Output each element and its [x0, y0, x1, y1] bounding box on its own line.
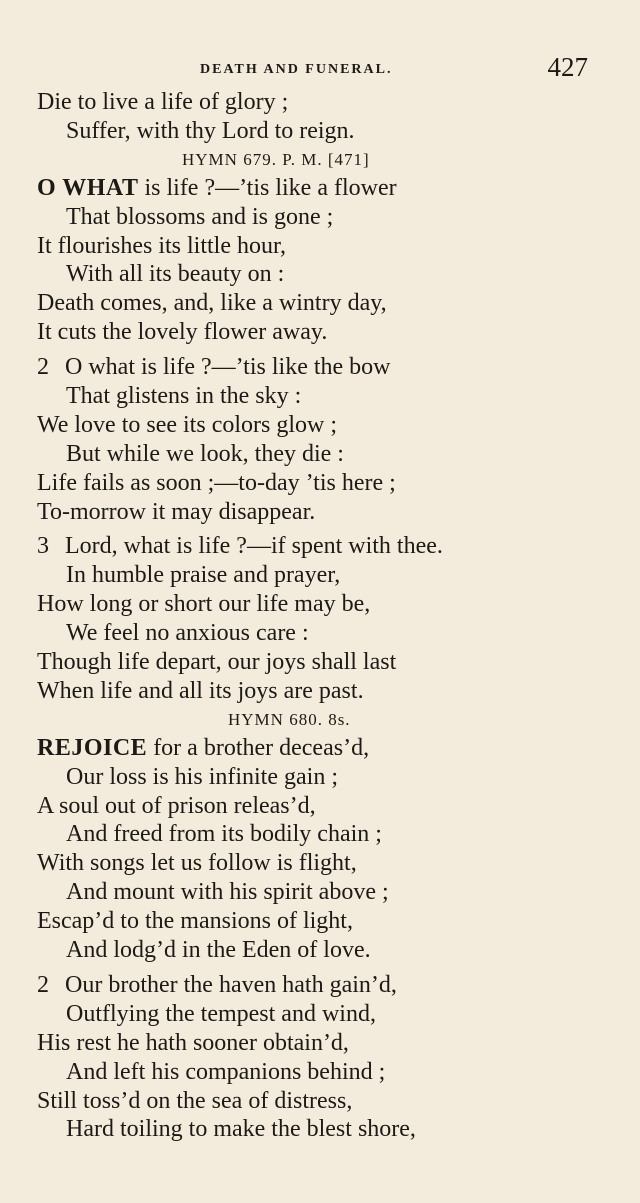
verse-line: Escap’d to the mansions of light,	[37, 908, 353, 935]
verse-first-text: Our brother the haven hath gain’d,	[65, 971, 397, 998]
verse-line: Death comes, and, like a wintry day,	[37, 290, 387, 317]
hymn-heading: HYMN 679. P. M. [471]	[182, 149, 370, 169]
verse-line: With all its beauty on :	[66, 261, 285, 288]
verse-line: We love to see its colors glow ;	[37, 411, 338, 438]
verse-number: 2	[37, 354, 49, 381]
hymn-heading: HYMN 680. 8s.	[228, 709, 351, 729]
verse-first-line	[0, 174, 640, 203]
verse-line: It flourishes its little hour,	[37, 232, 287, 259]
verse-line: Life fails as soon ;—to-day ’tis here ;	[37, 469, 396, 496]
verse-first-line	[0, 532, 640, 561]
verse-line: Our loss is his infinite gain ;	[66, 763, 338, 790]
opening-rest: is life ?—’tis like a flower	[138, 174, 397, 201]
verse-line: And lodg’d in the Eden of love.	[66, 937, 371, 964]
verse-line: And freed from its bodily chain ;	[66, 821, 382, 848]
verse-line: A soul out of prison releas’d,	[37, 792, 316, 819]
verse-line: Still toss’d on the sea of distress,	[37, 1087, 353, 1114]
page-body	[0, 88, 640, 1144]
verse-line: Die to live a life of glory ;	[37, 89, 289, 115]
verse-first-line	[0, 971, 640, 1000]
verse-line: It cuts the lovely flower away.	[37, 319, 328, 346]
running-head	[0, 52, 640, 82]
verse-line: That glistens in the sky :	[66, 383, 302, 410]
verse-first-text: Lord, what is life ?—if spent with thee.	[65, 533, 443, 560]
verse-line: Though life depart, our joys shall last	[37, 649, 397, 676]
verse-line: Outflying the tempest and wind,	[66, 1000, 376, 1027]
opening-words: O WHAT	[37, 174, 139, 201]
running-title: DEATH AND FUNERAL.	[200, 62, 393, 77]
verse-line: His rest he hath sooner obtain’d,	[37, 1029, 349, 1056]
verse-line: To-morrow it may disappear.	[37, 498, 316, 525]
verse-number: 3	[37, 533, 49, 560]
verse-line: How long or short our life may be,	[37, 591, 371, 618]
page-number: 427	[547, 52, 588, 82]
verse-line: Suffer, with thy Lord to reign.	[66, 117, 355, 144]
verse-line: In humble praise and prayer,	[66, 562, 341, 589]
verse-first-text: O what is life ?—’tis like the bow	[65, 354, 391, 381]
verse-first-line	[0, 734, 640, 763]
verse-first-line	[0, 353, 640, 382]
verse-line: That blossoms and is gone ;	[66, 203, 334, 230]
verse-line: When life and all its joys are past.	[37, 677, 364, 704]
verse-line: We feel no anxious care :	[66, 620, 309, 647]
opening-words: REJOICE	[37, 734, 148, 761]
opening-rest: for a brother deceas’d,	[147, 734, 370, 761]
verse-line: But while we look, they die :	[66, 440, 344, 467]
verse-number: 2	[37, 971, 49, 998]
verse-line: With songs let us follow is flight,	[37, 850, 357, 877]
verse-line: And left his companions behind ;	[66, 1058, 386, 1085]
verse-line: And mount with his spirit above ;	[66, 879, 389, 906]
verse-line: Hard toiling to make the blest shore,	[66, 1116, 416, 1143]
